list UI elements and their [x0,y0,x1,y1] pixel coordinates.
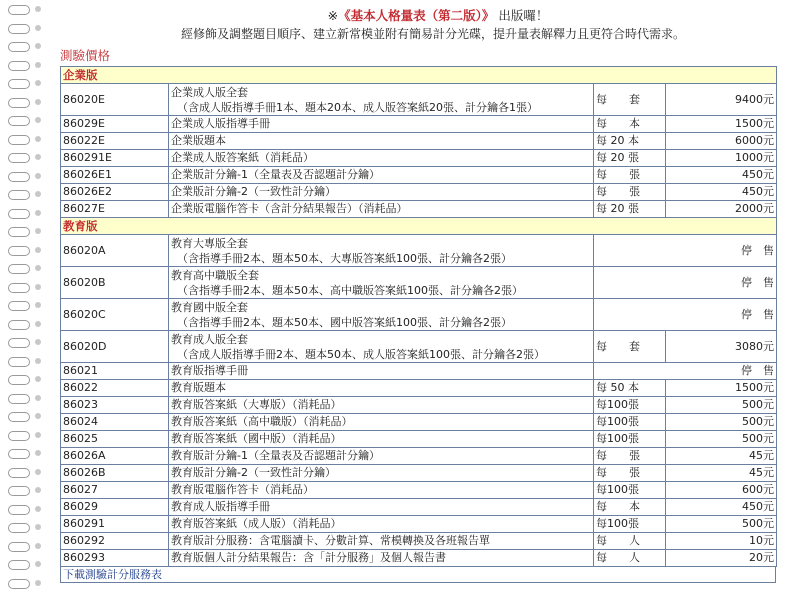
spiral-ring [8,356,44,367]
item-name-cell [169,299,594,331]
item-code: 86024 [61,414,169,431]
item-code: 86027E [61,201,169,218]
item-name-cell [169,84,594,116]
item-contents: （含指導手冊2本、題本50本、大專版答案紙100張、計分鑰各2張） [177,251,512,265]
spiral-ring [8,467,44,478]
spiral-ring [8,282,44,293]
item-code: 860292 [61,533,169,550]
spiral-ring [8,23,44,34]
table-row [61,533,777,550]
item-unit: 每 本 [594,116,666,133]
item-name-cell [169,363,594,380]
item-code: 86020A [61,235,169,267]
spiral-ring [8,300,44,311]
item-contents: （含指導手冊2本、題本50本、高中職版答案紙100張、計分鑰各2張） [177,283,523,297]
item-name: 教育國中版全套 [171,300,248,314]
item-unit: 每 張 [594,167,666,184]
item-name-cell [169,380,594,397]
announcement-subtitle: 經修飾及調整題目順序、建立新常模並附有簡易計分光碟，提升量表解釋力且更符合時代需求。 [180,27,685,41]
table-row [61,267,777,299]
item-name: 教育版電腦作答卡（消耗品） [171,483,314,496]
item-name: 企業版電腦作答卡（含計分結果報告）（消耗品） [171,202,408,215]
item-code: 86026E1 [61,167,169,184]
category-row [61,218,777,235]
item-code: 86021 [61,363,169,380]
item-price: 9400元 [666,84,777,116]
item-name: 企業成人版全套 [171,85,248,99]
item-name: 教育成人版指導手冊 [171,500,270,513]
item-name: 教育高中職版全套 [171,268,259,282]
category-row [61,67,777,84]
item-price: 500元 [666,397,777,414]
item-price: 10元 [666,533,777,550]
table-row [61,133,777,150]
table-row [61,150,777,167]
item-code: 86026A [61,448,169,465]
item-unit: 每 張 [594,448,666,465]
spiral-ring [8,263,44,274]
item-unit: 每100張 [594,482,666,499]
discontinued-status: 停 售 [594,299,777,331]
item-price: 1500元 [666,380,777,397]
item-name-cell [169,133,594,150]
item-code: 86022 [61,380,169,397]
item-name-cell [169,482,594,499]
item-code: 86020B [61,267,169,299]
spiral-ring [8,522,44,533]
item-unit: 每100張 [594,397,666,414]
item-name: 教育版題本 [171,381,226,394]
item-code: 86029 [61,499,169,516]
item-name: 教育版計分鑰-1（全量表及否認題計分鑰） [171,449,380,462]
item-price: 1000元 [666,150,777,167]
item-name-cell [169,516,594,533]
discontinued-status: 停 售 [594,267,777,299]
item-name: 教育版答案紙（國中版）（消耗品） [171,432,342,445]
table-row [61,397,777,414]
item-price: 500元 [666,516,777,533]
table-row [61,380,777,397]
spiral-ring [8,41,44,52]
item-name: 教育版答案紙（高中職版）（消耗品） [171,415,353,428]
spiral-ring [8,245,44,256]
item-unit: 每100張 [594,414,666,431]
table-row [61,448,777,465]
table-row [61,465,777,482]
item-name-cell [169,116,594,133]
spiral-ring [8,504,44,515]
item-unit: 每 50 本 [594,380,666,397]
spiral-ring [8,393,44,404]
spiral-ring [8,115,44,126]
table-row [61,550,777,567]
spiral-binding [0,0,52,594]
item-code: 860291E [61,150,169,167]
item-name-cell [169,184,594,201]
item-unit: 每 人 [594,533,666,550]
item-name-cell [169,533,594,550]
item-price: 450元 [666,499,777,516]
table-row [61,201,777,218]
item-code: 86022E [61,133,169,150]
item-code: 86023 [61,397,169,414]
spiral-ring [8,448,44,459]
item-code: 86025 [61,431,169,448]
item-code: 860291 [61,516,169,533]
item-name-cell [169,499,594,516]
item-name: 教育成人版全套 [171,332,248,346]
spiral-ring [8,559,44,570]
page-content [60,6,776,583]
item-name-cell [169,150,594,167]
item-name: 教育版答案紙（成人版）（消耗品） [171,517,342,530]
table-row [61,482,777,499]
item-name: 教育版計分鑰-2（一致性計分鑰） [171,466,336,479]
table-row [61,167,777,184]
item-contents: （含成人版指導手冊2本、題本50本、成人版答案紙100張、計分鑰各2張） [177,347,545,361]
spiral-ring [8,226,44,237]
category-label: 企業版 [61,67,777,84]
category-label: 教育版 [61,218,777,235]
item-name-cell [169,267,594,299]
item-name-cell [169,397,594,414]
item-name-cell [169,331,594,363]
item-name: 企業版計分鑰-2（一致性計分鑰） [171,185,336,198]
item-price: 45元 [666,448,777,465]
item-name: 教育版答案紙（大專版）（消耗品） [171,398,342,411]
download-scoring-service-link[interactable]: 下載測驗計分服務表 [60,567,776,583]
table-row [61,299,777,331]
table-row [61,431,777,448]
item-price: 6000元 [666,133,777,150]
table-row [61,499,777,516]
item-unit: 每 套 [594,331,666,363]
item-unit: 每 20 本 [594,133,666,150]
spiral-ring [8,60,44,71]
item-contents: （含指導手冊2本、題本50本、國中版答案紙100張、計分鑰各2張） [177,315,512,329]
spiral-ring [8,189,44,200]
spiral-ring [8,134,44,145]
item-price: 450元 [666,184,777,201]
item-code: 860293 [61,550,169,567]
book-title: 《基本人格量表（第二版）》 [338,8,495,23]
item-code: 86020D [61,331,169,363]
item-name: 企業版題本 [171,134,226,147]
table-row [61,235,777,267]
item-unit: 每 張 [594,184,666,201]
item-code: 86029E [61,116,169,133]
spiral-ring [8,374,44,385]
table-row [61,331,777,363]
item-unit: 每100張 [594,431,666,448]
item-price: 45元 [666,465,777,482]
item-code: 86020E [61,84,169,116]
item-name-cell [169,167,594,184]
item-unit: 每100張 [594,516,666,533]
item-name: 教育版指導手冊 [171,364,248,377]
item-unit: 每 本 [594,499,666,516]
item-price: 20元 [666,550,777,567]
table-row [61,116,777,133]
spiral-ring [8,4,44,15]
headline-suffix: 出版囉！ [494,8,549,23]
spiral-ring [8,152,44,163]
table-row [61,84,777,116]
item-price: 450元 [666,167,777,184]
item-code: 86020C [61,299,169,331]
item-contents: （含成人版指導手冊1本、題本20本、成人版答案紙20張、計分鑰各1張） [177,100,538,114]
item-price: 600元 [666,482,777,499]
table-row [61,363,777,380]
spiral-ring [8,337,44,348]
spiral-ring [8,78,44,89]
item-code: 86026B [61,465,169,482]
item-name-cell [169,431,594,448]
section-label-pricing: 測驗價格 [60,48,111,63]
item-name-cell [169,465,594,482]
spiral-ring [8,485,44,496]
spiral-ring [8,578,44,589]
spiral-ring [8,97,44,108]
item-name: 教育大專版全套 [171,236,248,250]
item-unit: 每 張 [594,465,666,482]
announcement-headline [60,6,776,25]
spiral-ring [8,208,44,219]
item-code: 86026E2 [61,184,169,201]
item-price: 500元 [666,431,777,448]
spiral-ring [8,541,44,552]
item-name: 教育版計分服務：含電腦讀卡、分數計算、常模轉換及各班報告單 [171,534,490,547]
spiral-ring [8,411,44,422]
spiral-ring [8,319,44,330]
item-price: 2000元 [666,201,777,218]
item-name-cell [169,201,594,218]
item-name-cell [169,448,594,465]
item-name: 企業成人版答案紙（消耗品） [171,151,314,164]
discontinued-status: 停 售 [594,363,777,380]
price-table [60,66,777,567]
table-row [61,184,777,201]
item-price: 500元 [666,414,777,431]
item-price: 1500元 [666,116,777,133]
item-name: 教育版個人計分結果報告：含「計分服務」及個人報告書 [171,551,446,564]
spiral-ring [8,430,44,441]
table-row [61,414,777,431]
item-unit: 每 人 [594,550,666,567]
item-unit: 每 20 張 [594,150,666,167]
item-name-cell [169,235,594,267]
item-price: 3080元 [666,331,777,363]
table-row [61,516,777,533]
item-name-cell [169,414,594,431]
spiral-ring [8,171,44,182]
item-unit: 每 套 [594,84,666,116]
item-code: 86027 [61,482,169,499]
reference-mark: ※ [327,8,339,23]
item-name-cell [169,550,594,567]
item-name: 企業版計分鑰-1（全量表及否認題計分鑰） [171,168,380,181]
item-unit: 每 20 張 [594,201,666,218]
item-name: 企業成人版指導手冊 [171,117,270,130]
discontinued-status: 停 售 [594,235,777,267]
